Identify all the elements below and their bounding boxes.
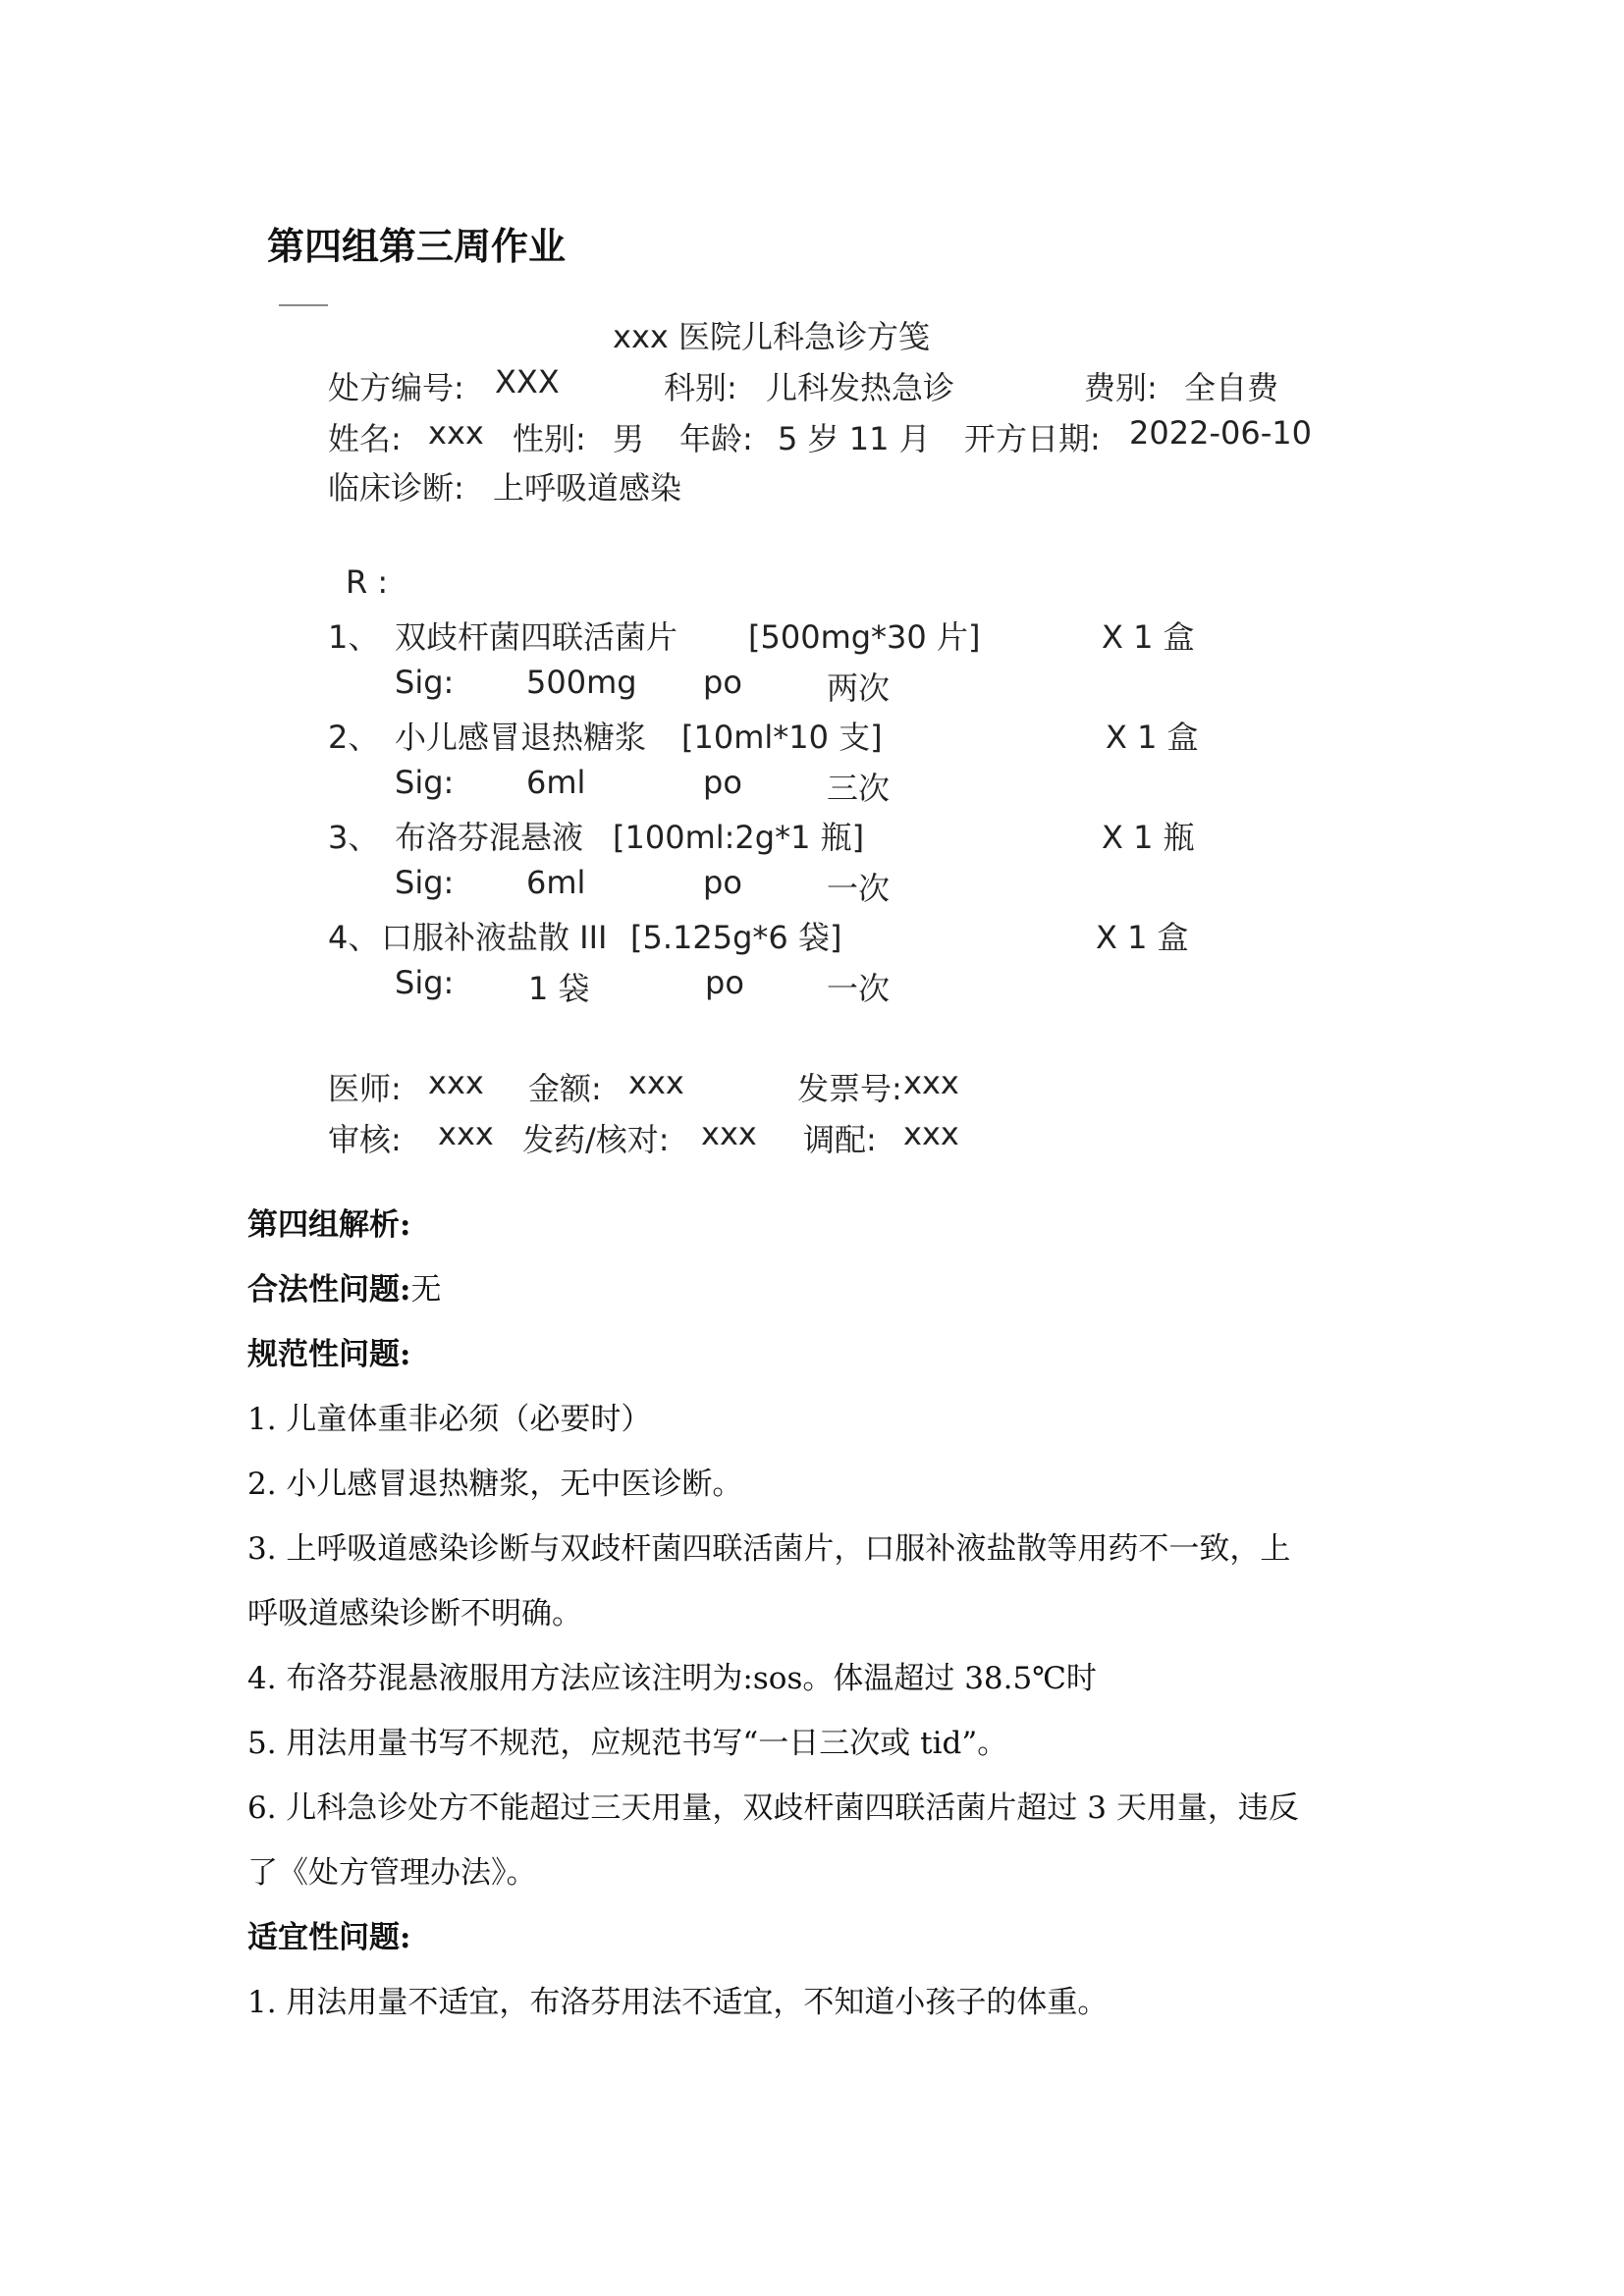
- date-label: 开方日期:: [964, 420, 1101, 457]
- drug-1-route: po: [703, 664, 742, 701]
- norm-item-6: 6. 儿科急诊处方不能超过三天用量，双歧杆菌四联活菌片超过 3 天用量，违反: [247, 1790, 1299, 1826]
- rx-no-label: 处方编号:: [328, 369, 464, 406]
- invoice-value: xxx: [903, 1064, 959, 1101]
- norm-item-6-cont: 了《处方管理办法》。: [247, 1855, 537, 1891]
- drug-4-freq: 一次: [827, 970, 891, 1007]
- drug-1-qty: X 1 盒: [1102, 618, 1195, 656]
- r-label: R :: [346, 563, 389, 601]
- drug-2-spec: [10ml*10 支]: [681, 719, 883, 756]
- legality-label: 合法性问题:: [247, 1272, 411, 1308]
- drug-1-sig: Sig:: [395, 664, 455, 701]
- norm-item-4: 4. 布洛芬混悬液服用方法应该注明为:sos。体温超过 38.5℃时: [247, 1661, 1097, 1696]
- drug-3-spec: [100ml:2g*1 瓶]: [613, 819, 865, 856]
- sex-value: 男: [613, 420, 645, 457]
- drug-1-name: 双歧杆菌四联活菌片: [395, 618, 678, 656]
- fee-label: 费别:: [1084, 369, 1158, 406]
- drug-1-spec: [500mg*30 片]: [748, 618, 981, 656]
- norm-heading: 规范性问题:: [247, 1337, 411, 1372]
- drug-2-qty: X 1 盒: [1106, 719, 1199, 756]
- legality-line: [247, 1264, 441, 1308]
- name-label: 姓名:: [328, 420, 402, 457]
- drug-4-sig: Sig:: [395, 964, 455, 1001]
- dispense-value: xxx: [701, 1115, 757, 1152]
- date-value: 2022-06-10: [1129, 414, 1312, 452]
- drug-3-no: 3、: [328, 819, 380, 856]
- fee-value: 全自费: [1184, 369, 1279, 406]
- drug-1-no: 1、: [328, 618, 380, 656]
- dispense-label: 发药/核对:: [522, 1121, 670, 1158]
- amount-label: 金额:: [528, 1070, 602, 1107]
- drug-3-freq: 一次: [827, 870, 891, 907]
- drug-3-name: 布洛芬混悬液: [395, 819, 584, 856]
- norm-item-5: 5. 用法用量书写不规范，应规范书写“一日三次或 tid”。: [247, 1726, 1008, 1761]
- drug-4-spec: [5.125g*6 袋]: [630, 919, 842, 956]
- doctor-label: 医师:: [328, 1070, 402, 1107]
- amount-value: xxx: [628, 1064, 684, 1101]
- document-title: 第四组第三周作业: [267, 225, 567, 268]
- drug-4-name: 口服补液盐散 III: [381, 919, 608, 956]
- review-value: xxx: [438, 1115, 494, 1152]
- age-value: 5 岁 11 月: [778, 420, 931, 457]
- drug-4-dose: 1 袋: [528, 970, 590, 1007]
- drug-2-freq: 三次: [827, 770, 891, 807]
- prescription-title: xxx 医院儿科急诊方笺: [613, 318, 930, 355]
- dept-value: 儿科发热急诊: [766, 369, 955, 406]
- analysis-heading: 第四组解析:: [247, 1207, 411, 1243]
- review-label: 审核:: [328, 1121, 402, 1158]
- age-label: 年龄:: [679, 420, 753, 457]
- diag-label: 临床诊断:: [328, 469, 464, 507]
- norm-item-1: 1. 儿童体重非必须（必要时）: [247, 1402, 652, 1437]
- drug-3-dose: 6ml: [526, 864, 586, 901]
- prep-label: 调配:: [803, 1121, 877, 1158]
- prep-value: xxx: [903, 1115, 959, 1152]
- drug-3-qty: X 1 瓶: [1102, 819, 1195, 856]
- rx-no-value: XXX: [495, 363, 560, 400]
- norm-item-3: 3. 上呼吸道感染诊断与双歧杆菌四联活菌片，口服补液盐散等用药不一致，上: [247, 1531, 1291, 1567]
- drug-1-dose: 500mg: [526, 664, 637, 701]
- norm-item-3-cont: 呼吸道感染诊断不明确。: [247, 1596, 582, 1631]
- drug-3-route: po: [703, 864, 742, 901]
- drug-4-no: 4、: [328, 919, 380, 956]
- drug-2-dose: 6ml: [526, 764, 586, 801]
- drug-2-no: 2、: [328, 719, 380, 756]
- drug-3-sig: Sig:: [395, 864, 455, 901]
- drug-2-sig: Sig:: [395, 764, 455, 801]
- drug-4-route: po: [705, 964, 744, 1001]
- suit-item-1: 1. 用法用量不适宜，布洛芬用法不适宜，不知道小孩子的体重。: [247, 1985, 1109, 2020]
- dept-label: 科别:: [664, 369, 737, 406]
- legality-value: 无: [410, 1272, 442, 1308]
- decorative-line: [279, 304, 328, 306]
- suit-heading: 适宜性问题:: [247, 1920, 411, 1955]
- drug-1-freq: 两次: [827, 669, 891, 707]
- norm-item-2: 2. 小儿感冒退热糖浆，无中医诊断。: [247, 1467, 743, 1502]
- name-value: xxx: [428, 414, 484, 452]
- invoice-label: 发票号:: [797, 1070, 902, 1107]
- drug-2-route: po: [703, 764, 742, 801]
- doctor-value: xxx: [428, 1064, 484, 1101]
- drug-2-name: 小儿感冒退热糖浆: [395, 719, 647, 756]
- drug-4-qty: X 1 盒: [1096, 919, 1189, 956]
- diag-value: 上呼吸道感染: [493, 469, 682, 507]
- sex-label: 性别:: [513, 420, 586, 457]
